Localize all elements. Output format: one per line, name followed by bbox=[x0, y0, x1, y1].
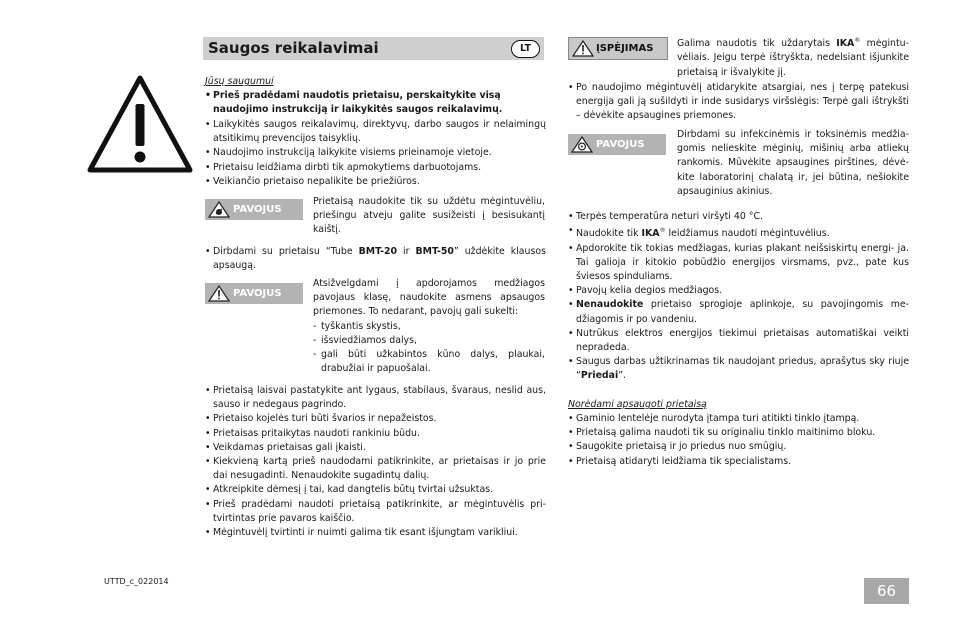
biohazard-icon bbox=[571, 136, 593, 153]
safety-list-1 bbox=[205, 118, 546, 189]
list-item: • Terpės temperatūra neturi viršyti 40 °C. bbox=[568, 210, 909, 224]
list-item: • Prietaisą atidaryti leidžiama tik specialistams. bbox=[568, 455, 909, 469]
danger-label-4 bbox=[568, 134, 666, 155]
page-title: Saugos reikalavimai bbox=[208, 39, 379, 57]
warning-label-ispejimas bbox=[568, 37, 668, 60]
danger-text-1: Prietaisą naudokite tik su uždėtu mėgintuvėliu, priešingu atveju galite susižeisti į besisukantį kaištį. bbox=[313, 196, 545, 236]
list-item: • Prietaiso kojelės turi būti švarios ir nepažeistos. bbox=[205, 412, 546, 426]
warning-icon bbox=[208, 285, 230, 302]
section-heading-device: Norėdami apsaugoti prietaisą bbox=[568, 399, 707, 410]
list-item: • Saugokite prietaisą ir jo priedus nuo smūgių. bbox=[568, 440, 909, 454]
list-item: - tyškantis skystis, bbox=[313, 320, 545, 334]
language-badge: LT bbox=[511, 40, 540, 58]
danger-text-2: Atsižvelgdami į apdorojamos medžiagos pavojaus klasę, naudokite asmens apsaugos priemones. To nedarant, pavojų gali sukelti: - tyškantis skystis, - išsviedžiamos dalys, - gali būti užkabintos kūno dalys, plaukai, drabužiai ir papuošalai. bbox=[313, 277, 545, 376]
list-item: • Apdorokite tik tokias medžiagas, kurias plakant neišsiskirtų energi- ja. Tai galioja ir kitokio pobūdžio energijos virsmams, pvz., pate kus šviesos spinduliams. bbox=[568, 242, 909, 285]
safety-list-2 bbox=[205, 384, 546, 540]
list-item: - išsviedžiamos dalys, bbox=[313, 334, 545, 348]
list-item: • Pavojų kelia degios medžiagos. bbox=[568, 284, 909, 298]
crush-hazard-icon bbox=[208, 201, 230, 218]
open-tube-item bbox=[568, 81, 909, 124]
document-id: UTTD_c_022014 bbox=[104, 577, 169, 586]
list-item: • Prietaisu leidžiama dirbti tik apmokytiems darbuotojams. bbox=[205, 161, 546, 175]
list-item: • Prieš pradėdami naudoti prietaisą patikrinkite, ar mėgintuvėlis pri- tvirtintas prie pavaros kaiščio. bbox=[205, 498, 546, 526]
list-item: • Kiekvieną kartą prieš naudodami patikrinkite, ar prietaisas ir jo prie dai nesugadinti. Nenaudokite sugadintų dalių. bbox=[205, 455, 546, 483]
warning-icon bbox=[572, 40, 594, 57]
list-item: • Mėgintuvėlį tvirtinti ir nuimti galima tik esant išjungtam varikliui. bbox=[205, 526, 546, 540]
list-item: • Po naudojimo mėgintuvėlį atidarykite atsargiai, nes į terpę patekusi energija gali ją sušildyti ir inde susidarys viršslėgis: Terpė gali ištrykšti – dėvėkite apsaugines priemones. bbox=[568, 81, 909, 124]
section-heading-safety: Jūsų saugumui bbox=[205, 76, 274, 87]
list-item: • Prietaisas pritaikytas naudoti rankiniu būdu. bbox=[205, 427, 546, 441]
list-item: • Prietaisą galima naudoti tik su originaliu tinklo maitinimo bloku. bbox=[568, 426, 909, 440]
list-item: • Veikdamas prietaisas gali įkaisti. bbox=[205, 441, 546, 455]
list-item: • Laikykitės saugos reikalavimų, direktyvų, darbo saugos ir nelaimingų atsitikimų prevencijos taisyklių. bbox=[205, 118, 546, 146]
warning-triangle-icon bbox=[86, 74, 194, 174]
list-item: • Naudokite tik IKA® leidžiamus naudoti mėgintuvėlius. bbox=[568, 224, 909, 241]
intro-text: • Prieš pradėdami naudotis prietaisu, perskaitykite visą naudojimo instrukciją ir laikykitės saugos reikalavimų. bbox=[205, 89, 546, 117]
list-item: • Saugus darbas užtikrinamas tik naudojant priedus, aprašytus sky riuje “Priedai”. bbox=[568, 355, 909, 383]
danger-text-4: Dirbdami su infekcinėmis ir toksinėmis medžia- gomis nelieskite mėginių, mišinių arba atliekų rankomis. Mūvėkite apsaugines pirštines, dėvė- kite laboratorinį chalatą ir, jei būtina, nešiokite apsauginius akinius. bbox=[677, 129, 909, 197]
list-item: • Nutrūkus elektros energijos tiekimui prietaisas automatiškai veikti nepradeda. bbox=[568, 327, 909, 355]
danger-label-text: PAVOJUS bbox=[233, 288, 282, 299]
danger-label-1 bbox=[205, 199, 303, 220]
page-number: 66 bbox=[864, 578, 909, 604]
list-item: • Naudojimo instrukciją laikykite visiems prieinamoje vietoje. bbox=[205, 146, 546, 160]
list-item: • Veikiančio prietaiso nepalikite be priežiūros. bbox=[205, 175, 546, 189]
safety-list-3 bbox=[568, 210, 909, 384]
section-header bbox=[203, 37, 544, 60]
list-item: • Gaminio lentelėje nurodyta įtampa turi atitikti tinklo įtampą. bbox=[568, 412, 909, 426]
safety-list-4 bbox=[568, 412, 909, 469]
list-item: • Nenaudokite prietaiso sprogioje aplinkoje, su pavojingomis me- džiagomis ir po vandeniu. bbox=[568, 298, 909, 326]
warning-label-text: ĮSPĖJIMAS bbox=[596, 43, 654, 54]
danger-label-text: PAVOJUS bbox=[233, 204, 282, 215]
warning-text-3: Galima naudotis tik uždarytais IKA® mėgintu- vėliais. Jeigu terpė ištryškta, nedelsiant išjunkite prietaisą ir išvalykite jį. bbox=[677, 37, 909, 78]
list-item: - gali būti užkabintos kūno dalys, plaukai, drabužiai ir papuošalai. bbox=[313, 348, 545, 376]
intro-bullet bbox=[205, 89, 546, 117]
list-item: • Atkreipkite dėmesį į tai, kad dangtelis būtų tvirtai užsuktas. bbox=[205, 483, 546, 497]
danger-label-text: PAVOJUS bbox=[596, 139, 645, 150]
list-item: • Prietaisą laisvai pastatykite ant lygaus, stabilaus, švaraus, neslid aus, sauso ir nedegaus pagrindo. bbox=[205, 384, 546, 412]
hearing-protection-item: • Dirbdami su prietaisu “Tube BMT-20 ir BMT-50” uždėkite klausos apsaugą. bbox=[205, 245, 546, 273]
danger-label-2 bbox=[205, 283, 303, 304]
